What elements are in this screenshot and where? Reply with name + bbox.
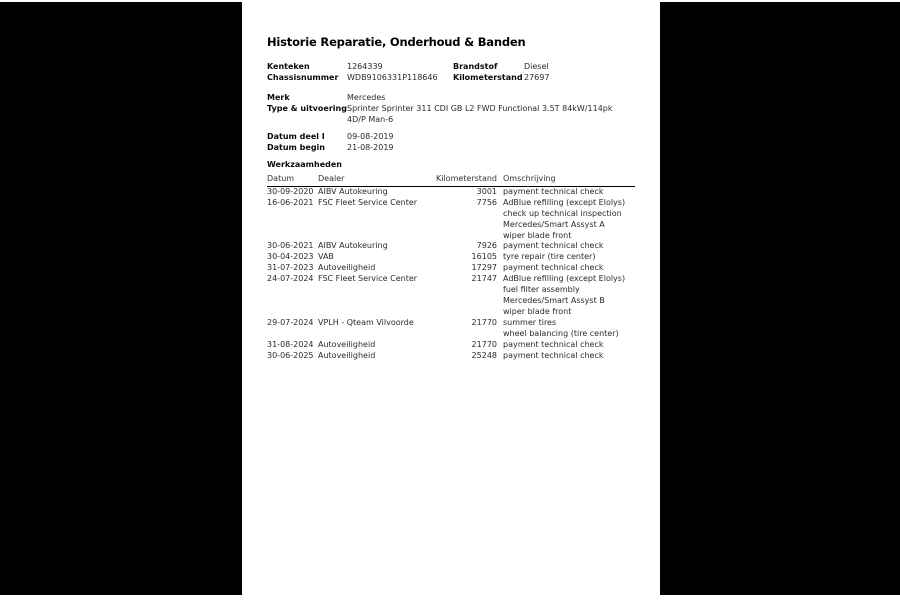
work-row-omschrijving bbox=[503, 351, 635, 362]
work-row-datum: 30-04-2023 bbox=[267, 252, 314, 262]
work-row-dealer: Autoveiligheid bbox=[318, 263, 376, 273]
omschrijving-line: wiper blade front bbox=[503, 306, 572, 316]
work-row-omschrijving bbox=[503, 187, 635, 198]
document-page bbox=[242, 0, 660, 600]
right-black-bar bbox=[660, 2, 900, 595]
model-info-block bbox=[267, 93, 652, 125]
table-row bbox=[267, 274, 635, 318]
work-row-km: 3001 bbox=[476, 186, 497, 196]
omschrijving-line: summer tires bbox=[503, 317, 557, 327]
type-value-line: Sprinter Sprinter 311 CDI GB L2 FWD Functional 3.5T 84kW/114pk bbox=[347, 103, 613, 113]
omschrijving-line: wiper blade front bbox=[503, 230, 572, 240]
work-row-datum: 24-07-2024 bbox=[267, 274, 314, 284]
type-value bbox=[347, 104, 647, 126]
kenteken-label: Kenteken bbox=[267, 62, 310, 71]
work-row-omschrijving bbox=[503, 241, 635, 252]
datum-begin-label: Datum begin bbox=[267, 143, 325, 152]
col-header-dealer: Dealer bbox=[318, 174, 345, 183]
work-row-dealer: Autoveiligheid bbox=[318, 350, 376, 360]
omschrijving-line: check up technical inspection bbox=[503, 208, 622, 218]
work-table bbox=[267, 174, 635, 361]
work-row-dealer: AIBV Autokeuring bbox=[318, 186, 388, 196]
brandstof-value: Diesel bbox=[524, 62, 549, 71]
work-table-header bbox=[267, 174, 635, 187]
work-row-datum: 30-06-2021 bbox=[267, 241, 314, 251]
work-row-datum: 29-07-2024 bbox=[267, 317, 314, 327]
work-row-km: 7756 bbox=[476, 197, 497, 207]
werkzaamheden-section-title: Werkzaamheden bbox=[267, 160, 342, 169]
work-row-km: 21770 bbox=[471, 339, 497, 349]
kenteken-value: 1264339 bbox=[347, 62, 383, 71]
omschrijving-line: wheel balancing (tire center) bbox=[503, 328, 619, 338]
work-row-datum: 30-06-2025 bbox=[267, 350, 314, 360]
table-row bbox=[267, 318, 635, 340]
work-row-dealer: AIBV Autokeuring bbox=[318, 241, 388, 251]
table-row bbox=[267, 187, 635, 198]
table-row bbox=[267, 198, 635, 242]
work-row-dealer: FSC Fleet Service Center bbox=[318, 274, 418, 284]
omschrijving-line: AdBlue refilling (except Elolys) bbox=[503, 197, 626, 207]
table-row bbox=[267, 340, 635, 351]
work-row-datum: 31-07-2023 bbox=[267, 263, 314, 273]
work-row-km: 21747 bbox=[471, 274, 497, 284]
work-row-omschrijving bbox=[503, 198, 635, 242]
omschrijving-line: Mercedes/Smart Assyst B bbox=[503, 295, 605, 305]
kilometerstand-value: 27697 bbox=[524, 73, 550, 82]
table-row bbox=[267, 252, 635, 263]
work-row-omschrijving bbox=[503, 340, 635, 351]
merk-label: Merk bbox=[267, 93, 290, 102]
datum-begin-row bbox=[267, 142, 517, 153]
kilometerstand-label: Kilometerstand bbox=[453, 73, 523, 82]
work-row-km: 21770 bbox=[471, 317, 497, 327]
work-row-omschrijving bbox=[503, 263, 635, 274]
work-row-datum: 30-09-2020 bbox=[267, 186, 314, 196]
work-table-body bbox=[267, 187, 635, 362]
datum-deel-value: 09-08-2019 bbox=[347, 132, 394, 141]
type-value-line: 4D/P Man-6 bbox=[347, 114, 394, 124]
table-row bbox=[267, 351, 635, 362]
chassisnummer-value: WDB9106331P118646 bbox=[347, 73, 438, 82]
work-row-omschrijving bbox=[503, 252, 635, 263]
work-row-km: 17297 bbox=[471, 263, 497, 273]
table-row bbox=[267, 263, 635, 274]
page-title: Historie Reparatie, Onderhoud & Banden bbox=[267, 35, 526, 49]
omschrijving-line: payment technical check bbox=[503, 241, 604, 251]
omschrijving-line: fuel filter assembly bbox=[503, 285, 580, 295]
type-row bbox=[267, 104, 652, 126]
vehicle-info-block bbox=[267, 61, 652, 83]
merk-row bbox=[267, 93, 652, 104]
work-row-km: 25248 bbox=[471, 350, 497, 360]
omschrijving-line: Mercedes/Smart Assyst A bbox=[503, 219, 605, 229]
work-row-dealer: Autoveiligheid bbox=[318, 339, 376, 349]
omschrijving-line: AdBlue refilling (except Elolys) bbox=[503, 274, 626, 284]
work-row-omschrijving bbox=[503, 274, 635, 318]
work-row-omschrijving bbox=[503, 318, 635, 340]
omschrijving-line: payment technical check bbox=[503, 350, 604, 360]
omschrijving-line: tyre repair (tire center) bbox=[503, 252, 596, 262]
left-black-bar bbox=[0, 2, 242, 595]
omschrijving-line: payment technical check bbox=[503, 339, 604, 349]
col-header-kilometerstand: Kilometerstand bbox=[435, 174, 497, 183]
work-row-dealer: FSC Fleet Service Center bbox=[318, 197, 418, 207]
work-row-km: 7926 bbox=[476, 241, 497, 251]
col-header-omschrijving: Omschrijving bbox=[503, 174, 556, 183]
chassisnummer-label: Chassisnummer bbox=[267, 73, 339, 82]
omschrijving-line: payment technical check bbox=[503, 186, 604, 196]
omschrijving-line: payment technical check bbox=[503, 263, 604, 273]
vehicle-info-row bbox=[267, 61, 652, 72]
work-row-dealer: VAB bbox=[318, 252, 334, 262]
work-row-datum: 31-08-2024 bbox=[267, 339, 314, 349]
brandstof-label: Brandstof bbox=[453, 62, 498, 71]
datum-begin-value: 21-08-2019 bbox=[347, 143, 394, 152]
table-row bbox=[267, 241, 635, 252]
dates-block bbox=[267, 131, 517, 153]
col-header-datum: Datum bbox=[267, 174, 295, 183]
datum-deel-label: Datum deel I bbox=[267, 132, 325, 141]
merk-value: Mercedes bbox=[347, 93, 386, 102]
vehicle-info-row bbox=[267, 72, 652, 83]
datum-deel-row bbox=[267, 131, 517, 142]
work-row-datum: 16-06-2021 bbox=[267, 197, 314, 207]
type-label: Type & uitvoering bbox=[267, 103, 347, 113]
work-row-dealer: VPLH - Qteam Vilvoorde bbox=[318, 317, 414, 327]
work-row-km: 16105 bbox=[471, 252, 497, 262]
